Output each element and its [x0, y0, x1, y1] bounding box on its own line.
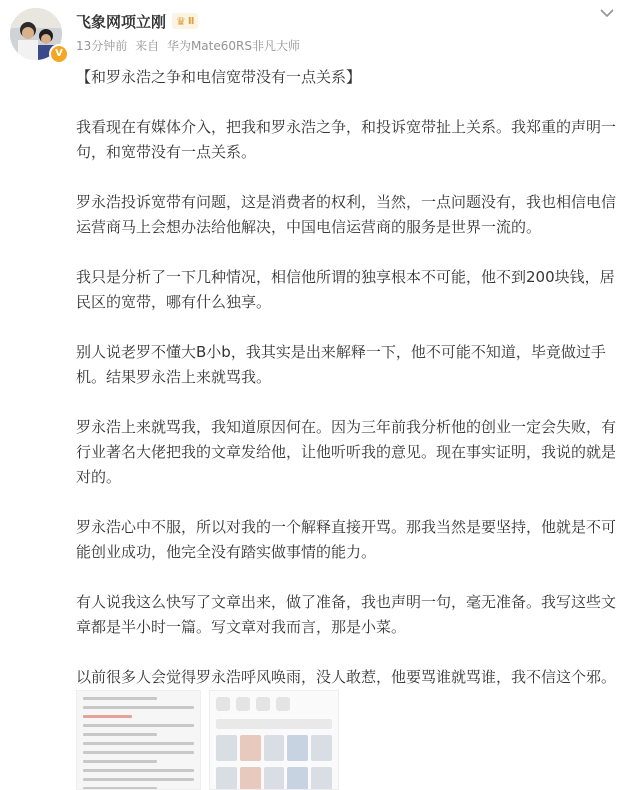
post-paragraph: 我只是分析了一下几种情况，相信他所谓的独享根本不可能，他不到200块钱，居民区的宽带，哪有什么独享。 — [76, 268, 615, 311]
chevron-down-icon[interactable] — [597, 4, 617, 24]
post-paragraph: 罗永浩上来就骂我，我知道原因何在。因为三年前我分析他的创业一定会失败，有行业著名大佬把我的文章发给他，让他听听我的意见。现在事实证明，我说的就是对的。 — [76, 418, 617, 486]
post-paragraph: 别人说老罗不懂大B小b，我其实是出来解释一下，他不可能不知道，毕竟做过手机。结果罗永浩上来就骂我。 — [76, 343, 606, 386]
post-paragraph-text: 以前很多人会觉得罗永浩呼风唤雨，没人敢惹，他要骂谁就骂谁，我不信这个邪。 — [76, 668, 617, 686]
post-paragraph: 有人说我这么快写了文章出来，做了准备，我也声明一句，毫无准备。我写这些文章都是半小时一篇。写文章对我而言，那是小菜。 — [76, 593, 617, 636]
vip-level: Ⅱ — [187, 15, 195, 27]
source-prefix: 来自 — [135, 39, 160, 53]
image-thumbnails — [76, 690, 621, 790]
post-meta — [76, 37, 304, 54]
post-header — [0, 0, 637, 64]
post-time[interactable]: 13分钟前 — [76, 39, 128, 53]
verified-v-icon: V — [49, 44, 69, 64]
author-row — [76, 10, 198, 32]
post-paragraph: 罗永浩投诉宽带有问题，这是消费者的权利，当然，一点问题没有，我也相信电信运营商马上会想办法给他解决，中国电信运营商的服务是世界一流的。 — [76, 193, 617, 236]
source-device: 华为Mate60RS非凡大师 — [166, 39, 300, 53]
vip-badge[interactable] — [172, 13, 198, 29]
crown-icon: ♛ — [176, 14, 186, 28]
post-paragraph: 我看现在有媒体介入，把我和罗永浩之争，和投诉宽带扯上关系。我郑重的声明一句，和宽带没有一点关系。 — [76, 118, 617, 161]
post-body — [76, 65, 621, 715]
thumbnail-article-screenshot[interactable] — [76, 690, 201, 790]
post-title: 【和罗永浩之争和电信宽带没有一点关系】 — [76, 68, 362, 86]
author-name[interactable]: 飞象网项立刚 — [76, 12, 167, 31]
post-paragraph: 罗永浩心中不服，所以对我的一个解释直接开骂。那我当然是要坚持，他就是不可能创业成功，他完全没有踏实做事情的能力。 — [76, 518, 617, 561]
thumbnail-app-screenshot[interactable] — [209, 690, 339, 790]
